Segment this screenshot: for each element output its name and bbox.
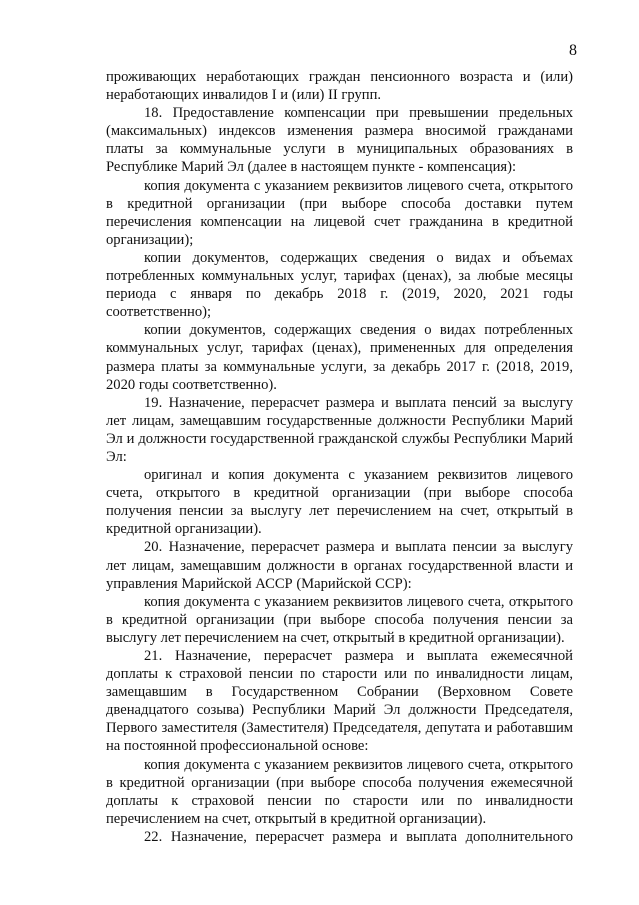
paragraph: 18. Предоставление компенсации при превышении предельных (максимальных) индексов изменения размера вносимой гражданами платы за коммунальные услуги в муниципальных образованиях в Республике Марий Эл (далее в настоящем пункте - компенсация): — [106, 105, 573, 176]
page-number: 8 — [569, 42, 577, 59]
paragraph: копия документа с указанием реквизитов лицевого счета, открытого в кредитной организации (при выборе способа получения пенсии за выслугу лет перечислением на счет, открытый в кредитной организации). — [106, 593, 573, 646]
paragraph: 19. Назначение, перерасчет размера и выплата пенсий за выслугу лет лицам, замещавшим государственные должности Республики Марий Эл и должности государственной гражданской службы Республики Марий Эл: — [106, 394, 573, 465]
paragraph: 20. Назначение, перерасчет размера и выплата пенсии за выслугу лет лицам, замещавшим должности в органах государственной власти и управления Марийской АССР (Марийской ССР): — [106, 539, 573, 592]
paragraph: 21. Назначение, перерасчет размера и выплата ежемесячной доплаты к страховой пенсии по старости или по инвалидности лицам, замещавшим в Государственном Собрании (Верховном Совете двенадцатого созыва) Республики Марий Эл должности Председателя, Первого заместителя (Заместителя) Председателя, депутата и работавшим на постоянной профессиональной основе: — [106, 648, 573, 755]
paragraph: проживающих неработающих граждан пенсионного возраста и (или) неработающих инвалидов I и (или) II групп. — [106, 69, 573, 104]
paragraph: 22. Назначение, перерасчет размера и выплата дополнительного — [144, 828, 573, 845]
paragraph: копии документов, содержащих сведения о видах и объемах потребленных коммунальных услуг, тарифах (ценах), за любые месяцы периода с января по декабрь 2018 г. (2019, 2020, 2021 годы соответственно); — [106, 249, 573, 321]
paragraph: копия документа с указанием реквизитов лицевого счета, открытого в кредитной организации (при выборе способа получения ежемесячной доплаты к страховой пенсии по старости или по инвалидности перечислением на счет, открытый в кредитной организации). — [106, 756, 573, 827]
paragraph: копия документа с указанием реквизитов лицевого счета, открытого в кредитной организации (при выборе способа доставки путем перечисления компенсации на лицевой счет гражданина в кредитной организации); — [106, 177, 573, 248]
document-body — [106, 68, 573, 846]
paragraph: оригинал и копия документа с указанием реквизитов лицевого счета, открытого в кредитной организации (при выборе способа получения пенсии за выслугу лет перечислением на счет, открытый в кредитной организации). — [106, 467, 573, 538]
paragraph: копии документов, содержащих сведения о видах потребленных коммунальных услуг, тарифах (ценах), примененных для определения размера платы за коммунальные услуги, за декабрь 2017 г. (2018, 2019, 2020 годы соответственно). — [106, 322, 573, 393]
